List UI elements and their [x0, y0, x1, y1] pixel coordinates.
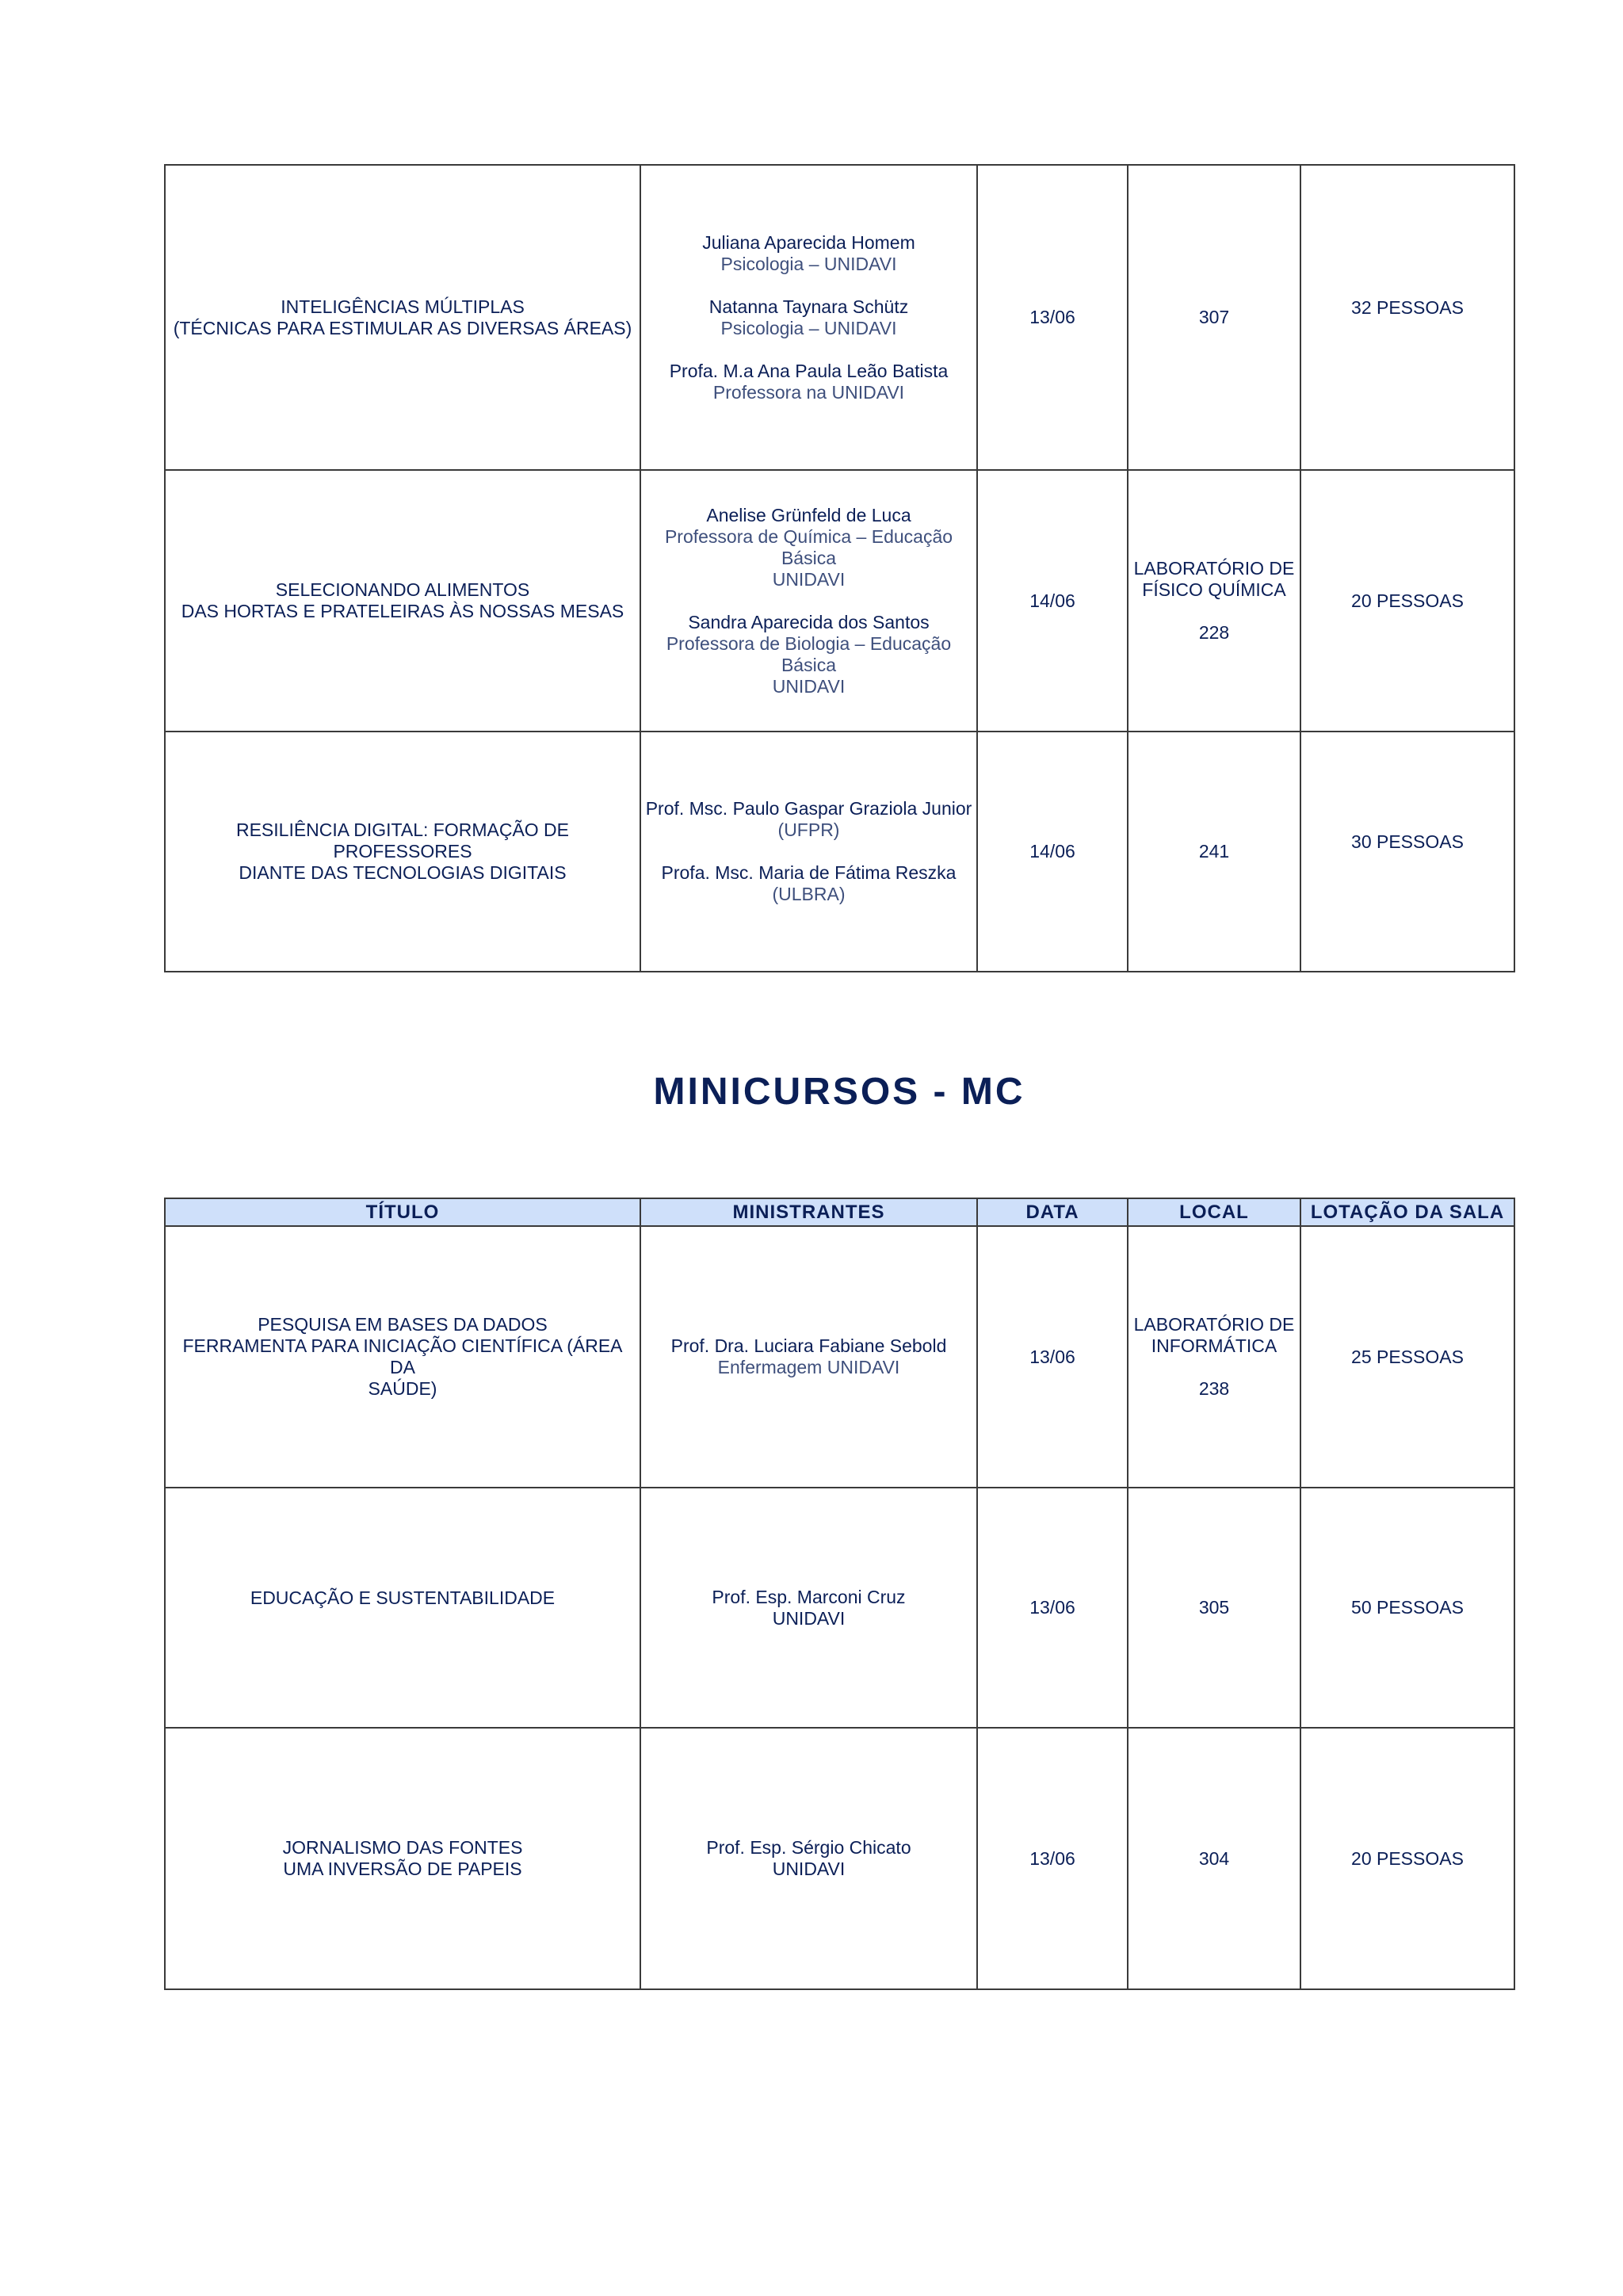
titulo-cell	[165, 1488, 640, 1728]
local-cell	[1128, 1728, 1300, 1989]
local-cell	[1128, 732, 1300, 972]
titulo-line: JORNALISMO DAS FONTES	[282, 1837, 523, 1858]
table-row	[165, 1226, 1514, 1488]
titulo-line: UMA INVERSÃO DE PAPEIS	[283, 1859, 522, 1879]
header-ministrantes: MINISTRANTES	[640, 1198, 977, 1226]
table-row	[165, 1728, 1514, 1989]
titulo-line: FERRAMENTA PARA INICIAÇÃO CIENTÍFICA (ÁREA DA	[182, 1335, 623, 1377]
local-room: 238	[1198, 1378, 1230, 1399]
local-room: 228	[1198, 622, 1230, 643]
ministrante-affiliation: Psicologia – UNIDAVI	[720, 253, 897, 274]
lotacao-cell: 20 PESSOAS	[1300, 470, 1514, 732]
ministrante-name: Juliana Aparecida Homem	[702, 231, 915, 253]
titulo-line: SAÚDE)	[368, 1378, 437, 1399]
ministrante-name: Profa. Msc. Maria de Fátima Reszka	[661, 862, 957, 883]
ministrante-affiliation: Professora na UNIDAVI	[712, 381, 905, 403]
titulo-cell	[165, 1728, 640, 1989]
titulo-cell	[165, 732, 640, 972]
ministrante-affiliation: (UFPR)	[777, 819, 840, 840]
ministrante-name: Prof. Msc. Paulo Gaspar Graziola Junior	[645, 798, 972, 819]
table-row	[165, 1488, 1514, 1728]
data-cell: 13/06	[977, 1226, 1128, 1488]
ministrante-name: Natanna Taynara Schütz	[708, 296, 909, 317]
section-title-minicursos: MINICURSOS - MC	[653, 1071, 1025, 1113]
header-data: DATA	[977, 1198, 1128, 1226]
data-cell: 14/06	[977, 470, 1128, 732]
titulo-line: SELECIONANDO ALIMENTOS	[275, 579, 530, 600]
minicursos-table	[164, 1198, 1515, 1990]
lotacao-cell	[1300, 165, 1514, 470]
table-row	[165, 165, 1514, 470]
ministrante-affiliation: Professora de Química – Educação Básica	[664, 525, 953, 568]
data-cell: 14/06	[977, 732, 1128, 972]
lotacao-cell: 25 PESSOAS	[1300, 1226, 1514, 1488]
ministrante-name: Prof. Esp. Sérgio Chicato	[706, 1837, 911, 1858]
titulo-line: PESQUISA EM BASES DA DADOS	[258, 1314, 548, 1335]
ministrante-name: Prof. Dra. Luciara Fabiane Sebold	[670, 1335, 947, 1356]
local-line: FÍSICO QUÍMICA	[1142, 579, 1286, 600]
local-line: LABORATÓRIO DE	[1133, 558, 1295, 579]
titulo-cell	[165, 1226, 640, 1488]
ministrante-affiliation: Psicologia – UNIDAVI	[720, 317, 897, 338]
lotacao-cell	[1300, 732, 1514, 972]
local-line: 304	[1198, 1847, 1230, 1869]
local-cell	[1128, 1488, 1300, 1728]
lotacao-value: 30 PESSOAS	[1351, 831, 1464, 852]
ministrantes-cell	[640, 732, 977, 972]
local-line: 307	[1198, 307, 1230, 327]
local-cell	[1128, 1226, 1300, 1488]
lotacao-cell: 20 PESSOAS	[1300, 1728, 1514, 1989]
table-row	[165, 470, 1514, 732]
ministrantes-cell	[640, 1728, 977, 1989]
data-cell: 13/06	[977, 1728, 1128, 1989]
titulo-line: RESILIÊNCIA DIGITAL: FORMAÇÃO DE PROFESSORES	[235, 819, 570, 861]
local-cell	[1128, 470, 1300, 732]
titulo-line: EDUCAÇÃO E SUSTENTABILIDADE	[250, 1587, 556, 1608]
local-line: 241	[1198, 841, 1230, 861]
titulo-cell	[165, 470, 640, 732]
header-lotacao: LOTAÇÃO DA SALA	[1300, 1198, 1514, 1226]
ministrante-affiliation: Enfermagem UNIDAVI	[717, 1357, 900, 1377]
local-line: LABORATÓRIO DE	[1133, 1314, 1295, 1335]
titulo-line: INTELIGÊNCIAS MÚLTIPLAS	[281, 296, 525, 317]
ministrante-name: Sandra Aparecida dos Santos	[688, 611, 930, 632]
data-cell: 13/06	[977, 1488, 1128, 1728]
local-cell	[1128, 165, 1300, 470]
ministrante-affiliation: UNIDAVI	[772, 675, 846, 697]
titulo-line: (TÉCNICAS PARA ESTIMULAR AS DIVERSAS ÁREAS)	[173, 317, 632, 338]
workshops-table-continued	[164, 164, 1515, 972]
lotacao-cell: 50 PESSOAS	[1300, 1488, 1514, 1728]
titulo-cell	[165, 165, 640, 470]
table-row	[165, 732, 1514, 972]
table-header-row	[165, 1198, 1514, 1226]
titulo-line: DIANTE DAS TECNOLOGIAS DIGITAIS	[239, 862, 567, 883]
ministrantes-cell	[640, 1488, 977, 1728]
ministrante-affiliation: (ULBRA)	[772, 884, 846, 904]
ministrante-affiliation: UNIDAVI	[772, 1859, 846, 1879]
ministrantes-cell	[640, 1226, 977, 1488]
local-line: INFORMÁTICA	[1151, 1335, 1277, 1356]
ministrante-name: Prof. Esp. Marconi Cruz	[712, 1586, 906, 1607]
titulo-line: DAS HORTAS E PRATELEIRAS ÀS NOSSAS MESAS	[181, 601, 624, 621]
data-cell: 13/06	[977, 165, 1128, 470]
ministrante-affiliation: Professora de Biologia – Educação Básica	[666, 632, 952, 675]
ministrante-affiliation: UNIDAVI	[772, 1607, 846, 1629]
ministrantes-cell	[640, 165, 977, 470]
lotacao-value: 32 PESSOAS	[1351, 297, 1464, 318]
ministrante-name: Anelise Grünfeld de Luca	[706, 504, 911, 525]
header-local: LOCAL	[1128, 1198, 1300, 1226]
local-line: 305	[1198, 1597, 1230, 1618]
ministrante-name: Profa. M.a Ana Paula Leão Batista	[669, 360, 949, 381]
header-titulo: TÍTULO	[165, 1198, 640, 1226]
ministrantes-cell	[640, 470, 977, 732]
ministrante-affiliation: UNIDAVI	[772, 568, 846, 590]
